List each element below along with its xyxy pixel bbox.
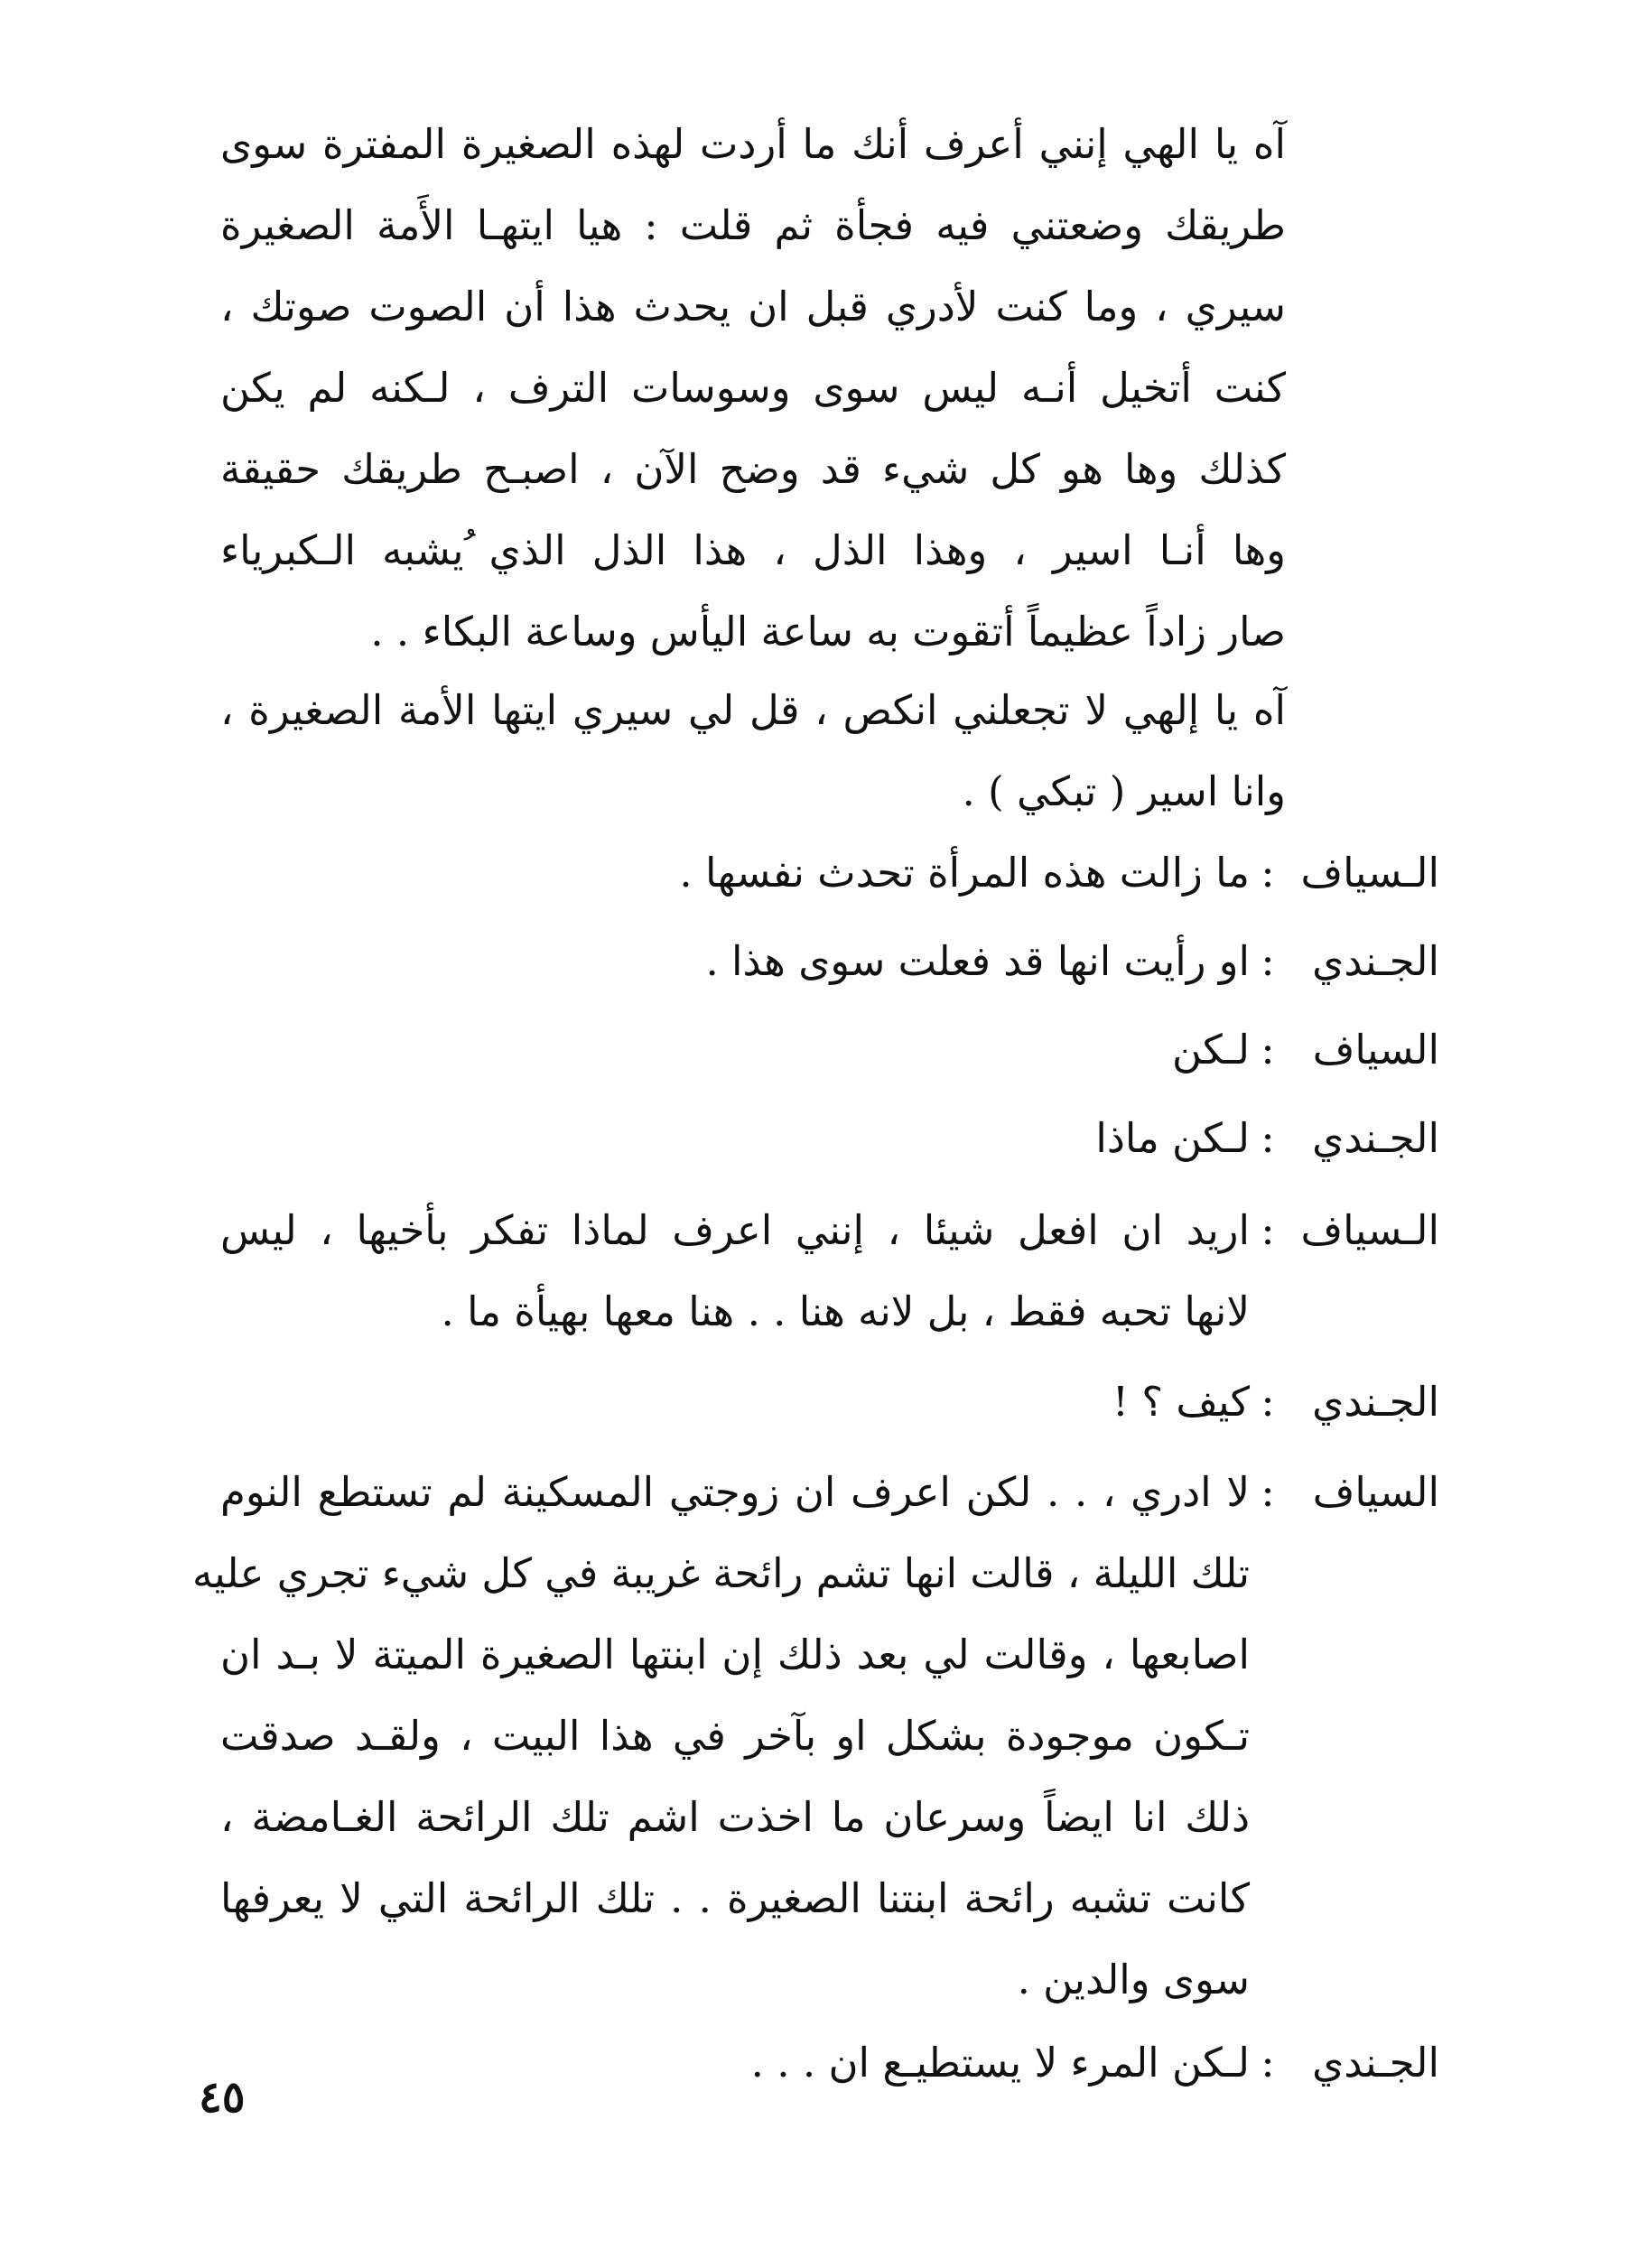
- speaker-colon: :: [1261, 1378, 1275, 1426]
- text-line: آه يا إلهي لا تجعلني انكص ، قل لي سيري ايتها الأمة الصغيرة ،: [220, 686, 1286, 734]
- text-line: سيري ، وما كنت لأدري قبل ان يحدث هذا أن الصوت صوتك ،: [220, 283, 1286, 330]
- dialogue-entry: [220, 921, 1439, 1002]
- dialogue-entry: [220, 832, 1439, 914]
- dialogue-entry: [220, 1009, 1439, 1091]
- speech-line: سوى والدين .: [1017, 1956, 1250, 2003]
- text-line: صار زاداً عظيماً أتقوت به ساعة اليأس وساعة البكاء . .: [370, 608, 1286, 655]
- speech-line: او رأيت انها قد فعلت سوى هذا .: [705, 937, 1250, 985]
- speaker-name: الجـندي: [1312, 2039, 1439, 2087]
- speech-line: ذلك انا ايضاً وسرعان ما اخذت اشم تلك الرائحة الغـامضة ،: [220, 1793, 1250, 1841]
- page-number: ٤٥: [199, 2072, 246, 2123]
- speaker-name: السياف: [1312, 1026, 1439, 1074]
- dialogue-entry: [220, 2022, 1439, 2104]
- text-line: آه يا الهي إنني أعرف أنك ما أردت لهذه الصغيرة المفترة سوى: [220, 120, 1286, 168]
- speech-line: اصابعها ، وقالت لي بعد ذلك إن ابنتها الصغيرة الميتة لا بـد ان: [220, 1631, 1250, 1678]
- speech-line: تـكون موجودة بشكل او بآخر في هذا البيت ، ولقـد صدقت: [220, 1712, 1250, 1760]
- speaker-name: السياف: [1312, 1468, 1439, 1516]
- text-line: وها أنـا اسير ، وهذا الذل ، هذا الذل الذي ُيشبه الـكبرياء: [220, 526, 1286, 574]
- text-line: كنت أتخيل أنـه ليس سوى وسوسات الترف ، لـكنه لم يكن: [220, 364, 1286, 412]
- dialogue-entry: [220, 1098, 1439, 1179]
- text-line: وانا اسير ( تبكي ) .: [962, 767, 1286, 815]
- dialogue-entry: [220, 1362, 1439, 1443]
- speaker-colon: :: [1261, 1114, 1275, 1162]
- speaker-colon: :: [1261, 2039, 1275, 2087]
- speaker-name: الـسياف: [1300, 1206, 1439, 1254]
- monologue-paragraph-1: [220, 104, 1286, 673]
- dialogue-entry: [192, 1452, 1439, 2021]
- speech-line: لـكن: [1171, 1026, 1250, 1074]
- speech-line: لـكن المرء لا يستطيـع ان . . .: [750, 2039, 1250, 2087]
- speaker-name: الجـندي: [1312, 1378, 1439, 1426]
- speech-line: تلك الليلة ، قالت انها تشم رائحة غريبة في كل شيء تجري عليه: [192, 1549, 1250, 1597]
- speaker-colon: :: [1261, 1468, 1275, 1516]
- speech-line: لانها تحبه فقط ، بل لانه هنا . . هنا معها بهيأة ما .: [441, 1287, 1250, 1335]
- speech-line: اريد ان افعل شيئا ، إنني اعرف لماذا تفكر بأخيها ، ليس: [220, 1206, 1250, 1254]
- text-line: كذلك وها هو كل شيء قد وضح الآن ، اصبـح طريقك حقيقة: [220, 445, 1286, 493]
- speaker-colon: :: [1261, 849, 1275, 897]
- dialogue-entry: [220, 1190, 1439, 1352]
- text-line: طريقك وضعتني فيه فجأة ثم قلت : هيا ايتهـا الأَمة الصغيرة: [220, 201, 1286, 249]
- monologue-paragraph-2: [220, 670, 1286, 832]
- speaker-name: الجـندي: [1312, 937, 1439, 985]
- speech-line: لـكن ماذا: [1095, 1114, 1250, 1162]
- speaker-colon: :: [1261, 1206, 1275, 1254]
- speech-line: كيف ؟ !: [1112, 1378, 1250, 1426]
- speaker-colon: :: [1261, 937, 1275, 985]
- speech-line: كانت تشبه رائحة ابنتنا الصغيرة . . تلك الرائحة التي لا يعرفها: [220, 1874, 1250, 1922]
- speaker-name: الـسياف: [1300, 849, 1439, 897]
- speaker-name: الجـندي: [1312, 1114, 1439, 1162]
- speech-line: لا ادري ، . . لكن اعرف ان زوجتي المسكينة لم تستطع النوم: [220, 1468, 1250, 1516]
- speech-line: ما زالت هذه المرأة تحدث نفسها .: [679, 849, 1250, 897]
- speaker-colon: :: [1261, 1026, 1275, 1074]
